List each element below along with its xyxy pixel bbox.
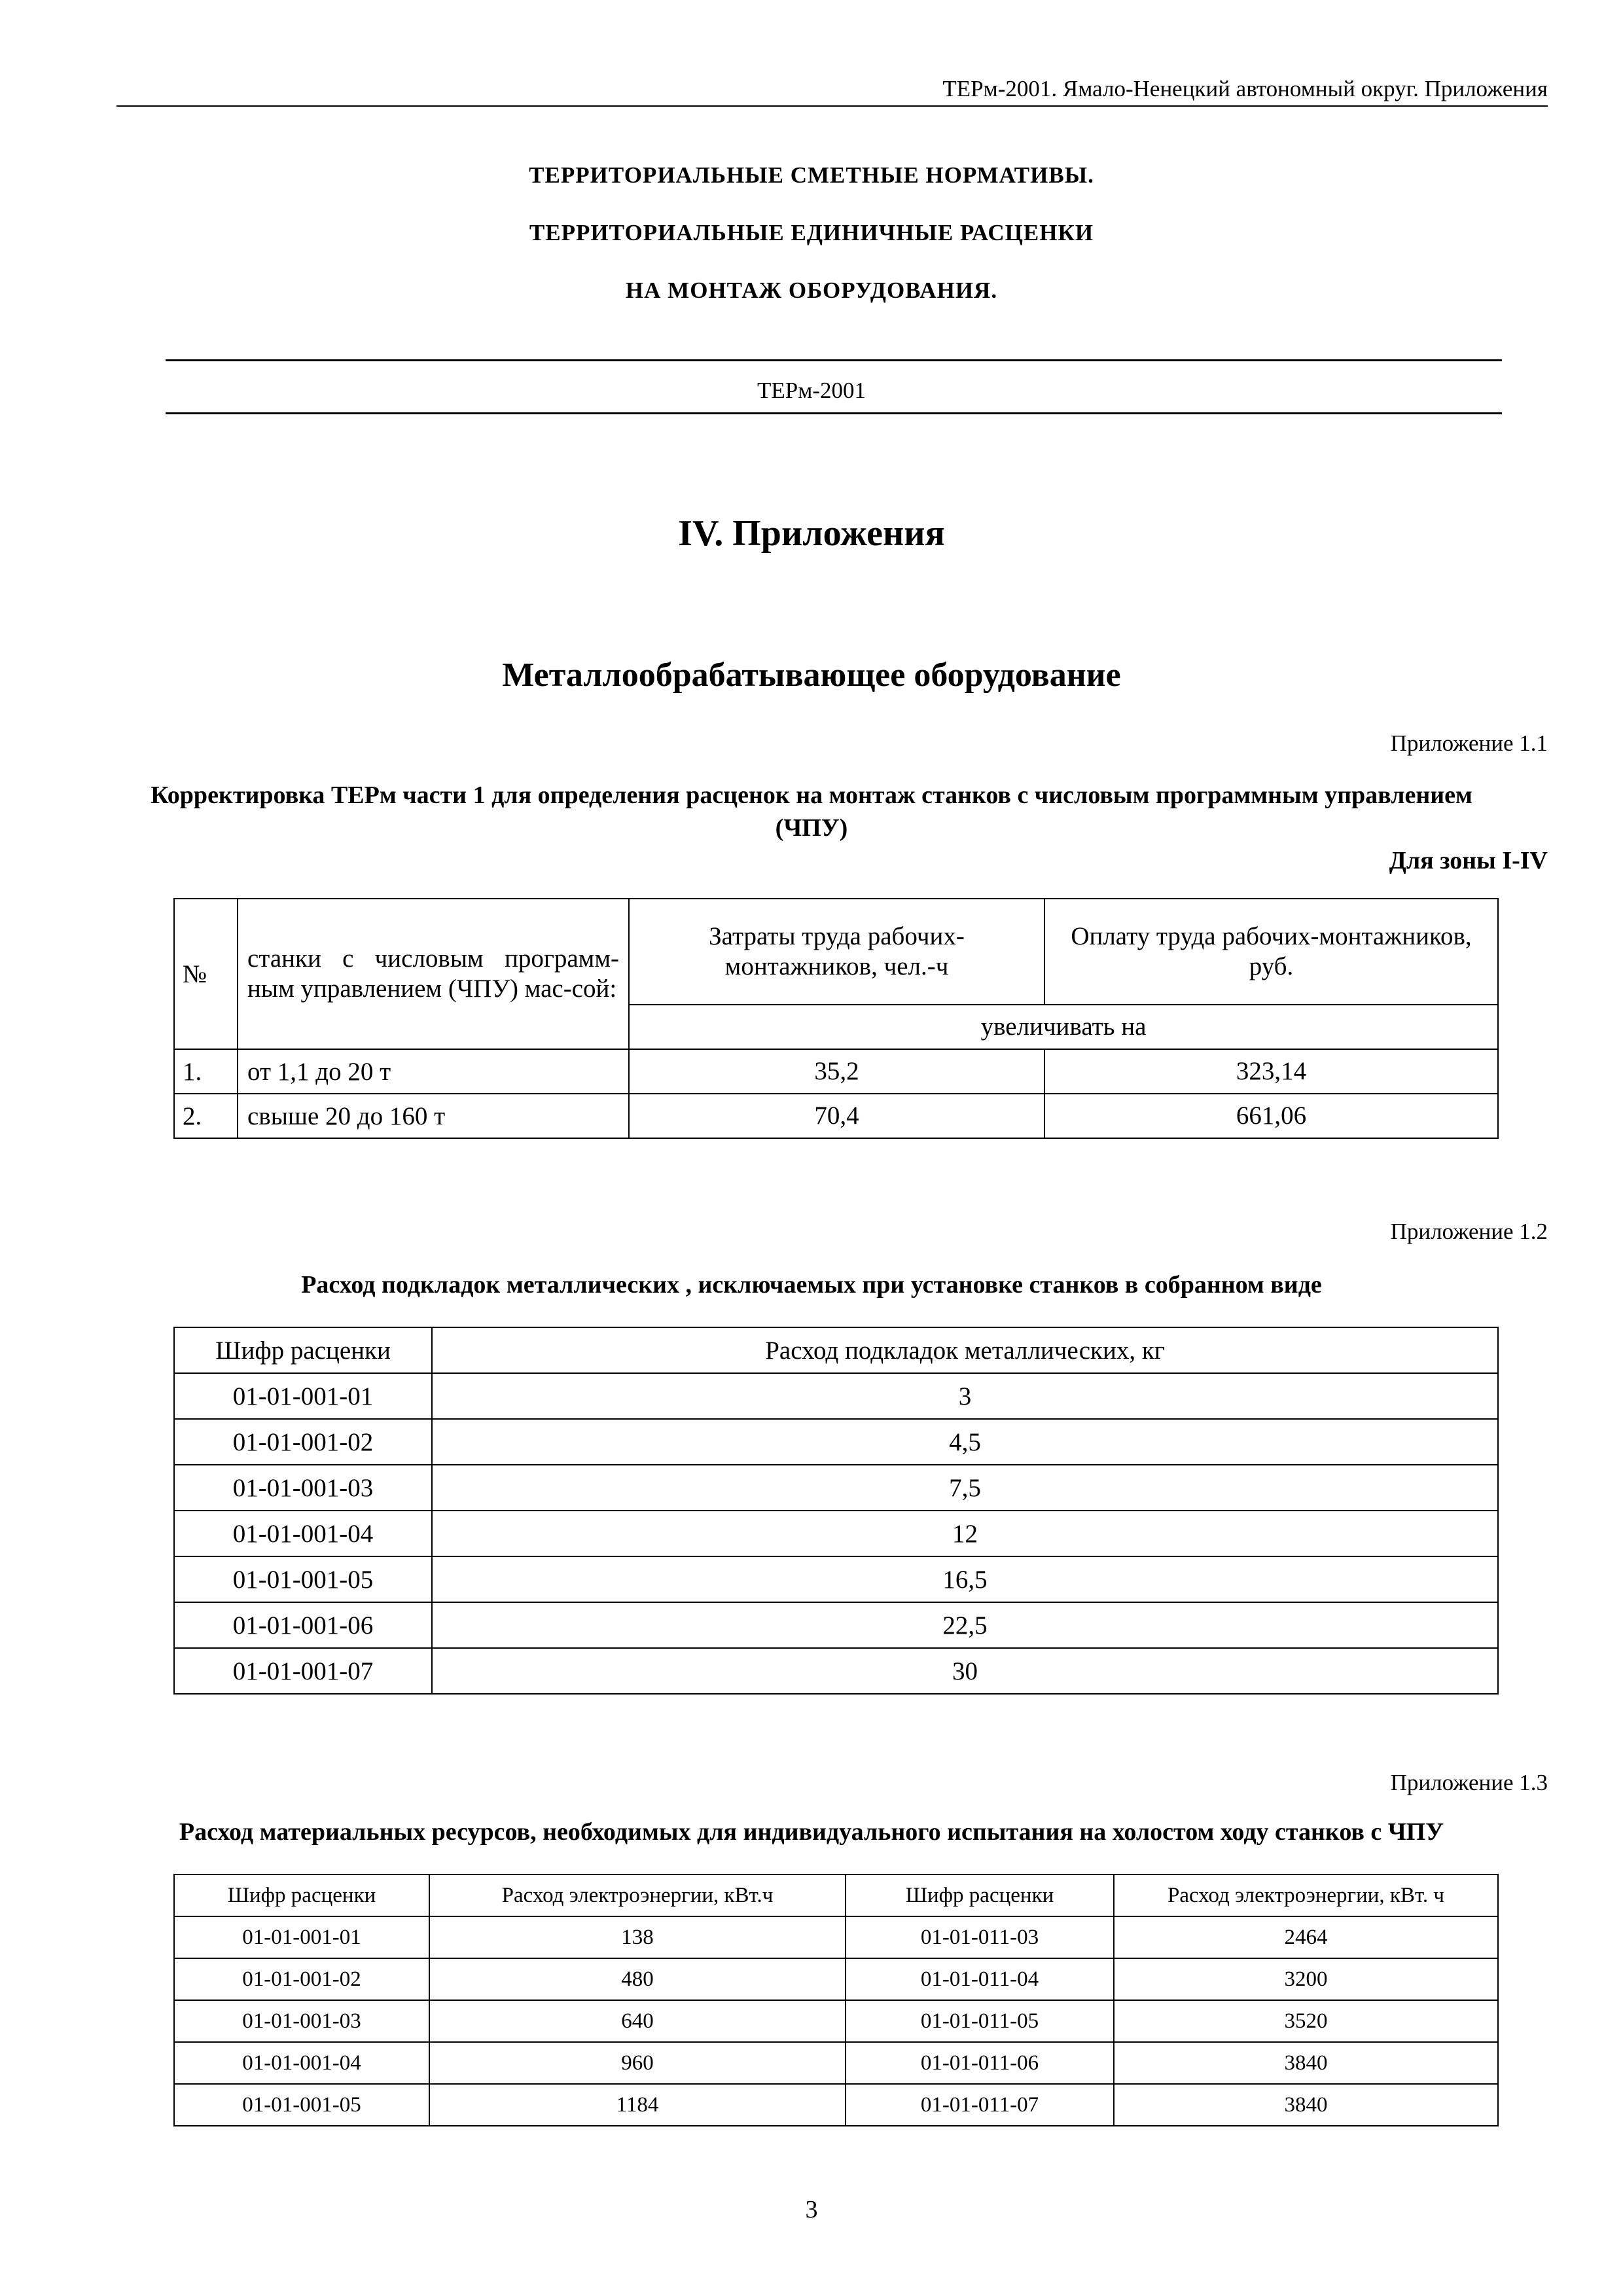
cell-rate-code: 01-01-001-06 xyxy=(174,1602,432,1648)
cell-num: 1. xyxy=(174,1049,238,1094)
cell-rate-code-left: 01-01-001-04 xyxy=(174,2042,429,2084)
cell-consumption: 30 xyxy=(432,1648,1498,1694)
cell-rate-code-left: 01-01-001-03 xyxy=(174,2000,429,2042)
cell-labor: 35,2 xyxy=(629,1049,1044,1094)
header-increase-by: увеличивать на xyxy=(629,1005,1498,1049)
header-shim-consumption: Расход подкладок металлических, кг xyxy=(432,1327,1498,1373)
cell-rate-code-left: 01-01-001-01 xyxy=(174,1916,429,1958)
cell-pay: 323,14 xyxy=(1044,1049,1498,1094)
cell-energy-left: 480 xyxy=(429,1958,846,2000)
document-code: ТЕРм-2001 xyxy=(757,378,866,403)
table-row xyxy=(174,1465,1498,1511)
table-header-row xyxy=(174,1874,1498,1916)
cell-rate-code-left: 01-01-001-02 xyxy=(174,1958,429,2000)
header-energy-left: Расход электроэнергии, кВт.ч xyxy=(429,1874,846,1916)
appendix-1-1-caption: Корректировка ТЕРм части 1 для определения расценок на монтаж станков с числовым программным управлением (ЧПУ) xyxy=(151,781,1472,842)
table-row xyxy=(174,1373,1498,1419)
cell-consumption: 4,5 xyxy=(432,1419,1498,1465)
table-header-row xyxy=(174,899,1498,1005)
cell-rate-code-left: 01-01-001-05 xyxy=(174,2084,429,2126)
cell-energy-left: 138 xyxy=(429,1916,846,1958)
cell-energy-left: 960 xyxy=(429,2042,846,2084)
cell-rate-code: 01-01-001-04 xyxy=(174,1511,432,1556)
table-header-row xyxy=(174,1327,1498,1373)
cell-energy-right: 3840 xyxy=(1114,2084,1498,2126)
table-row xyxy=(174,2042,1498,2084)
table-row xyxy=(174,2000,1498,2042)
cell-consumption: 7,5 xyxy=(432,1465,1498,1511)
cell-mass-range: свыше 20 до 160 т xyxy=(238,1094,629,1138)
cell-energy-right: 3200 xyxy=(1114,1958,1498,2000)
table-row xyxy=(174,1916,1498,1958)
zone-label: Для зоны I-IV xyxy=(1389,847,1548,874)
appendix-1-2-label: Приложение 1.2 xyxy=(1390,1219,1548,1244)
header-labor-costs: Затраты труда рабочих-монтажников, чел.-ч xyxy=(629,899,1044,1005)
table-row xyxy=(174,1556,1498,1602)
cell-consumption: 12 xyxy=(432,1511,1498,1556)
table-row xyxy=(174,1602,1498,1648)
table-row xyxy=(174,2084,1498,2126)
appendix-1-1-label: Приложение 1.1 xyxy=(1390,730,1548,756)
cell-rate-code: 01-01-001-03 xyxy=(174,1465,432,1511)
header-labor-pay: Оплату труда рабочих-монтажников, руб. xyxy=(1044,899,1498,1005)
appendix-1-3-caption: Расход материальных ресурсов, необходимых для индивидуального испытания на холостом ходу станков с ЧПУ xyxy=(179,1818,1444,1846)
document-title-line-2: ТЕРРИТОРИАЛЬНЫЕ ЕДИНИЧНЫЕ РАСЦЕНКИ xyxy=(529,220,1094,245)
cell-energy-left: 1184 xyxy=(429,2084,846,2126)
cell-rate-code-right: 01-01-011-05 xyxy=(846,2000,1114,2042)
cell-pay: 661,06 xyxy=(1044,1094,1498,1138)
cell-rate-code-right: 01-01-011-07 xyxy=(846,2084,1114,2126)
table-row xyxy=(174,1958,1498,2000)
page-number: 3 xyxy=(805,2196,818,2223)
table-row xyxy=(174,1049,1498,1094)
table-row xyxy=(174,1511,1498,1556)
title-rule-bottom xyxy=(166,412,1502,414)
appendix-1-3-table xyxy=(173,1874,1499,2126)
header-rate-code-right: Шифр расценки xyxy=(846,1874,1114,1916)
cell-num: 2. xyxy=(174,1094,238,1138)
appendix-1-2-table xyxy=(173,1327,1499,1695)
cell-energy-right: 2464 xyxy=(1114,1916,1498,1958)
document-title-line-1: ТЕРРИТОРИАЛЬНЫЕ СМЕТНЫЕ НОРМАТИВЫ. xyxy=(529,162,1094,188)
section-title: IV. Приложения xyxy=(678,513,945,554)
cell-rate-code-right: 01-01-011-06 xyxy=(846,2042,1114,2084)
table-row xyxy=(174,1094,1498,1138)
cell-consumption: 16,5 xyxy=(432,1556,1498,1602)
cell-consumption: 22,5 xyxy=(432,1602,1498,1648)
header-rule xyxy=(116,105,1548,107)
subsection-title: Металлообрабатывающее оборудование xyxy=(502,656,1121,694)
cell-energy-left: 640 xyxy=(429,2000,846,2042)
cell-rate-code-right: 01-01-011-03 xyxy=(846,1916,1114,1958)
document-title-line-3: НА МОНТАЖ ОБОРУДОВАНИЯ. xyxy=(625,278,998,303)
header-rate-code-left: Шифр расценки xyxy=(174,1874,429,1916)
header-num: № xyxy=(174,899,238,1049)
cell-rate-code: 01-01-001-07 xyxy=(174,1648,432,1694)
cell-rate-code: 01-01-001-05 xyxy=(174,1556,432,1602)
appendix-1-3-label: Приложение 1.3 xyxy=(1390,1770,1548,1795)
header-rate-code: Шифр расценки xyxy=(174,1327,432,1373)
table-row xyxy=(174,1648,1498,1694)
cell-energy-right: 3520 xyxy=(1114,2000,1498,2042)
header-machine-mass: станки с числовым программ-ным управлением (ЧПУ) мас-сой: xyxy=(238,899,629,1049)
table-row xyxy=(174,1419,1498,1465)
cell-rate-code-right: 01-01-011-04 xyxy=(846,1958,1114,2000)
running-header: ТЕРм-2001. Ямало-Ненецкий автономный округ. Приложения xyxy=(942,76,1548,101)
appendix-1-1-table xyxy=(173,898,1499,1139)
cell-energy-right: 3840 xyxy=(1114,2042,1498,2084)
appendix-1-2-caption: Расход подкладок металлических , исключаемых при установке станков в собранном виде xyxy=(301,1271,1322,1299)
cell-mass-range: от 1,1 до 20 т xyxy=(238,1049,629,1094)
cell-rate-code: 01-01-001-01 xyxy=(174,1373,432,1419)
header-energy-right: Расход электроэнергии, кВт. ч xyxy=(1114,1874,1498,1916)
cell-rate-code: 01-01-001-02 xyxy=(174,1419,432,1465)
cell-labor: 70,4 xyxy=(629,1094,1044,1138)
title-rule-top xyxy=(166,359,1502,361)
cell-consumption: 3 xyxy=(432,1373,1498,1419)
